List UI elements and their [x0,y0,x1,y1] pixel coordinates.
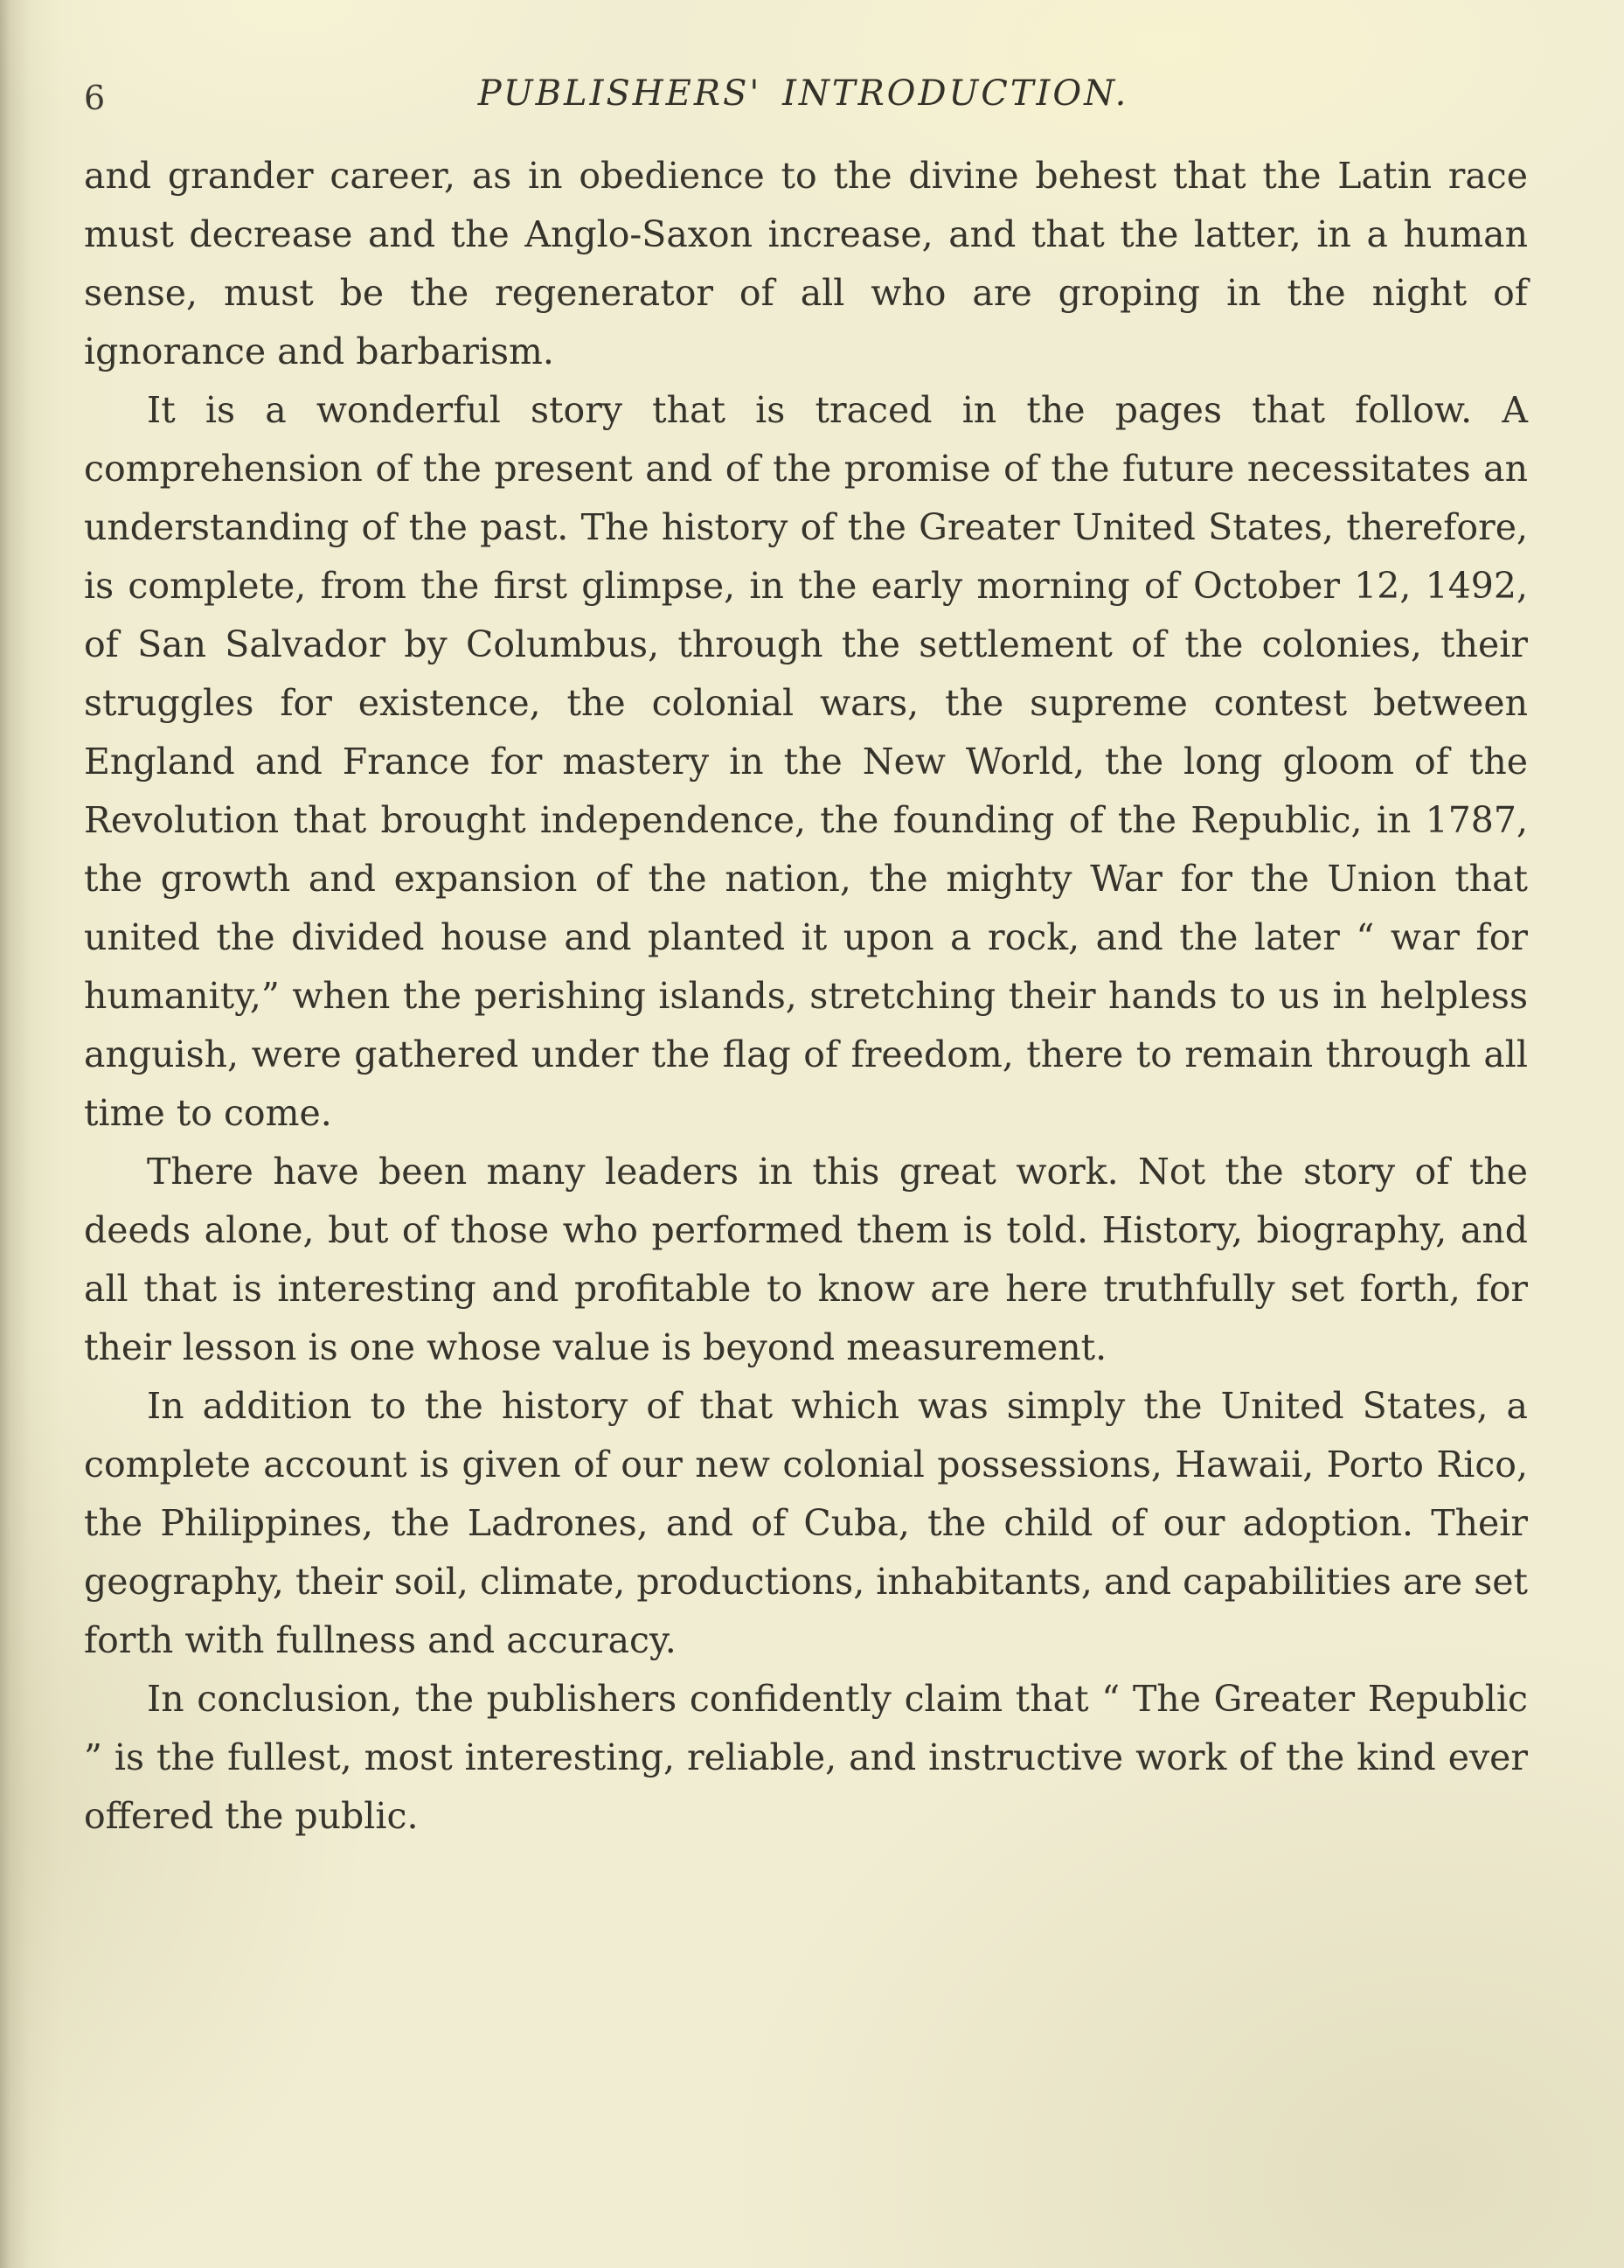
paragraph: It is a wonderful story that is traced in the pages that follow. A comprehension of the present and of the promise of the future necessitates an understanding of the past. The history of the Greater United States, therefore, is complete, from the first glimpse, in the early morning of October 12, 1492, of San Salvador by Columbus, through the settlement of the colonies, their struggles for existence, the colonial wars, the supreme contest between England and France for mastery in the New World, the long gloom of the Revolution that brought independence, the founding of the Republic, in 1787, the growth and expansion of the nation, the mighty War for the Union that united the divided house and planted it upon a rock, and the later “ war for humanity,” when the perishing islands, stretching their hands to us in helpless anguish, were gathered under the flag of freedom, there to remain through all time to come. [84,389,1528,1134]
body-text [84,147,1528,1846]
paragraph: In addition to the history of that which was simply the United States, a complete account is given of our new colonial possessions, Hawaii, Porto Rico, the Philippines, the Ladrones, and of Cuba, the child of our adoption. Their geography, their soil, climate, productions, inhabitants, and capabilities are set forth with fullness and accuracy. [84,1385,1528,1661]
page-header [84,73,1523,122]
paragraph: and grander career, as in obedience to the divine behest that the Latin race must decrease and the Anglo-Saxon increase, and that the latter, in a human sense, must be the regenerator of all who are groping in the night of ignorance and barbarism. [84,155,1528,372]
page-number: 6 [84,79,106,117]
paragraph: There have been many leaders in this great work. Not the story of the deeds alone, but of those who performed them is told. History, biography, and all that is interesting and profitable to know are here truthfully set forth, for their lesson is one whose value is beyond measurement. [84,1151,1528,1368]
paragraph: In conclusion, the publishers confidently claim that “ The Greater Republic ” is the fullest, most interesting, reliable, and instructive work of the kind ever offered the public. [84,1678,1528,1837]
running-header: PUBLISHERS' INTRODUCTION. [477,73,1129,114]
